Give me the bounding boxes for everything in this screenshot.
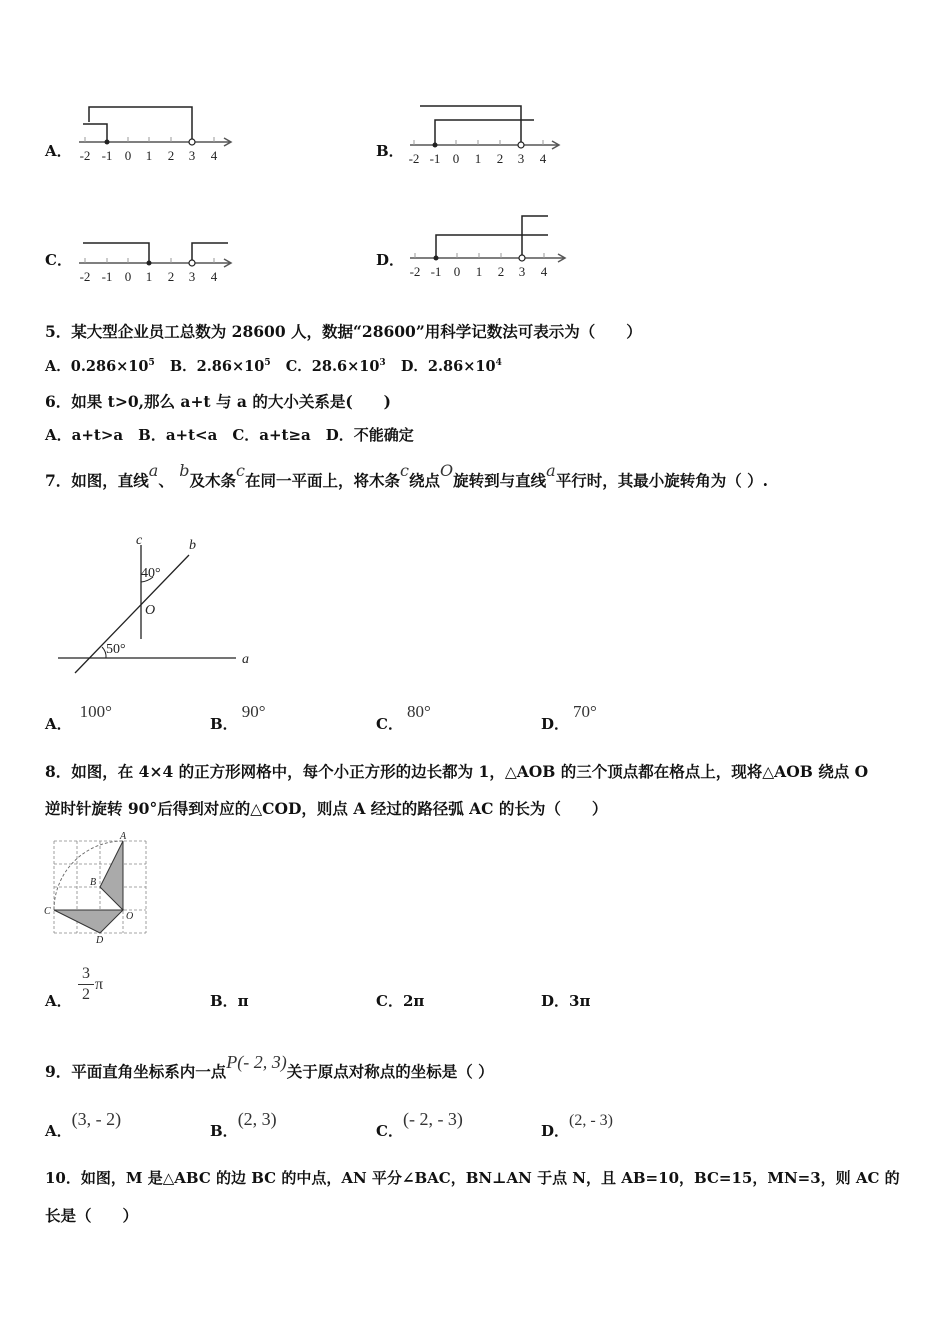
tick-label: 3	[188, 148, 196, 163]
question-8-option-b: B．π	[210, 992, 249, 1010]
label-c: C	[44, 906, 51, 917]
question-8-option-d: D．3π	[541, 992, 591, 1010]
question-8-line-2: 逆时针旋转 90°后得到对应的△COD，则点 A 经过的路径弧 AC 的长为（ ）	[45, 799, 608, 818]
question-9-option-a: A．(3, - 2)	[45, 1109, 122, 1140]
numberline-figure-d	[406, 210, 576, 285]
question-7-figure	[50, 525, 265, 680]
tick-label: 2	[167, 269, 175, 284]
fraction-numerator: 3	[82, 965, 90, 982]
tick-label: 0	[453, 264, 461, 279]
tick-label: -1	[430, 264, 442, 279]
tick-label: 0	[452, 151, 460, 166]
tick-label: 2	[167, 148, 175, 163]
question-5-text: 5．某大型企业员工总数为 28600 人，数据“28600”用科学记数法可表示为（ ）	[45, 322, 642, 341]
tick-label: 1	[145, 148, 153, 163]
tick-label: 4	[210, 148, 218, 163]
option-label: A．	[45, 142, 72, 160]
question-8-option-a: A．	[45, 992, 72, 1010]
label-b: b	[189, 538, 196, 553]
triangle-cod	[54, 910, 123, 933]
tick-label: -1	[101, 148, 113, 163]
tick-label: 2	[496, 151, 504, 166]
tick-label: 1	[145, 269, 153, 284]
question-10-line-1: 10．如图，M 是△ABC 的边 BC 的中点，AN 平分∠BAC，BN⊥AN 于点 N，且 AB=10，BC=15，MN=3，则 AC 的	[45, 1169, 900, 1187]
tick-label: 4	[540, 264, 548, 279]
triangle-aob	[100, 841, 123, 910]
question-6-text: 6．如果 t>0,那么 a+t 与 a 的大小关系是( )	[45, 392, 391, 411]
question-7-option-a: A．100°	[45, 702, 112, 733]
question-5-options	[45, 355, 502, 376]
option-d: D．$2.86\times 10^4$	[400, 358, 502, 375]
label-b: B	[90, 877, 97, 888]
label-a: A	[120, 831, 127, 842]
tick-label: -2	[408, 151, 420, 166]
label-d: D	[96, 935, 104, 946]
question-8-line-1: 8．如图，在 4×4 的正方形网格中，每个小正方形的边长都为 1，△AOB 的三个顶点都在格点上，现将△AOB 绕点 O	[45, 762, 869, 781]
question-9-option-d: D．(2, - 3)	[541, 1112, 613, 1140]
option-a: A．$0.286\times 10^5$	[45, 358, 155, 375]
tick-label: 3	[517, 151, 525, 166]
question-10-line-2: 长是（ ）	[45, 1206, 139, 1225]
tick-label: 0	[124, 148, 132, 163]
question-7-option-c: C．80°	[376, 702, 431, 733]
numberline-figure-c	[75, 235, 245, 287]
question-7-text: 7．如图，直线a、 b及木条c在同一平面上，将木条c绕点O旋转到与直线a平行时，其最小旋转角为（ ）.	[45, 461, 768, 490]
question-9-option-c: C．(- 2, - 3)	[376, 1109, 463, 1140]
tick-label: -2	[409, 264, 421, 279]
question-8-grid-figure	[40, 830, 155, 948]
question-7-option-d: D．70°	[541, 702, 597, 733]
option-b: B．$2.86\times 10^5$	[169, 358, 271, 375]
option-label: C．	[45, 251, 72, 269]
tick-label: 4	[210, 269, 218, 284]
tick-label: -2	[79, 148, 91, 163]
numberline-figure-a	[75, 100, 245, 170]
label-o: O	[145, 603, 156, 618]
tick-label: -2	[79, 269, 91, 284]
label-a: a	[242, 652, 249, 667]
question-8-option-a-fraction	[78, 965, 94, 1004]
question-8-option-a-pi: π	[95, 976, 104, 993]
tick-label: 1	[475, 264, 483, 279]
tick-label: -1	[101, 269, 113, 284]
question-9-option-b: B．(2, 3)	[210, 1109, 277, 1140]
tick-label: 0	[124, 269, 132, 284]
tick-label: 2	[497, 264, 505, 279]
question-7-option-b: B．90°	[210, 702, 266, 733]
numberline-figure-b	[406, 100, 576, 170]
question-9-text: 9．平面直角坐标系内一点P(- 2, 3)关于原点对称点的坐标是（ ）	[45, 1052, 494, 1081]
label-c: c	[136, 533, 143, 548]
line-b	[75, 555, 189, 673]
option-c: C．$28.6\times 10^3$	[285, 358, 386, 375]
tick-label: 1	[474, 151, 482, 166]
question-6-options: A．a+t>a B．a+t<a C．a+t≥a D．不能确定	[45, 426, 414, 444]
angle-40-label: 40°	[141, 566, 161, 581]
label-o: O	[126, 911, 134, 922]
fraction-denominator: 2	[82, 986, 90, 1003]
tick-label: 3	[518, 264, 526, 279]
tick-label: 3	[188, 269, 196, 284]
question-8-option-c: C．2π	[376, 992, 425, 1010]
point-p: P(- 2, 3)	[226, 1052, 287, 1072]
tick-label: -1	[429, 151, 441, 166]
option-label: D．	[376, 251, 405, 269]
angle-50-label: 50°	[106, 642, 126, 657]
option-label: B．	[376, 142, 404, 160]
tick-label: 4	[539, 151, 547, 166]
